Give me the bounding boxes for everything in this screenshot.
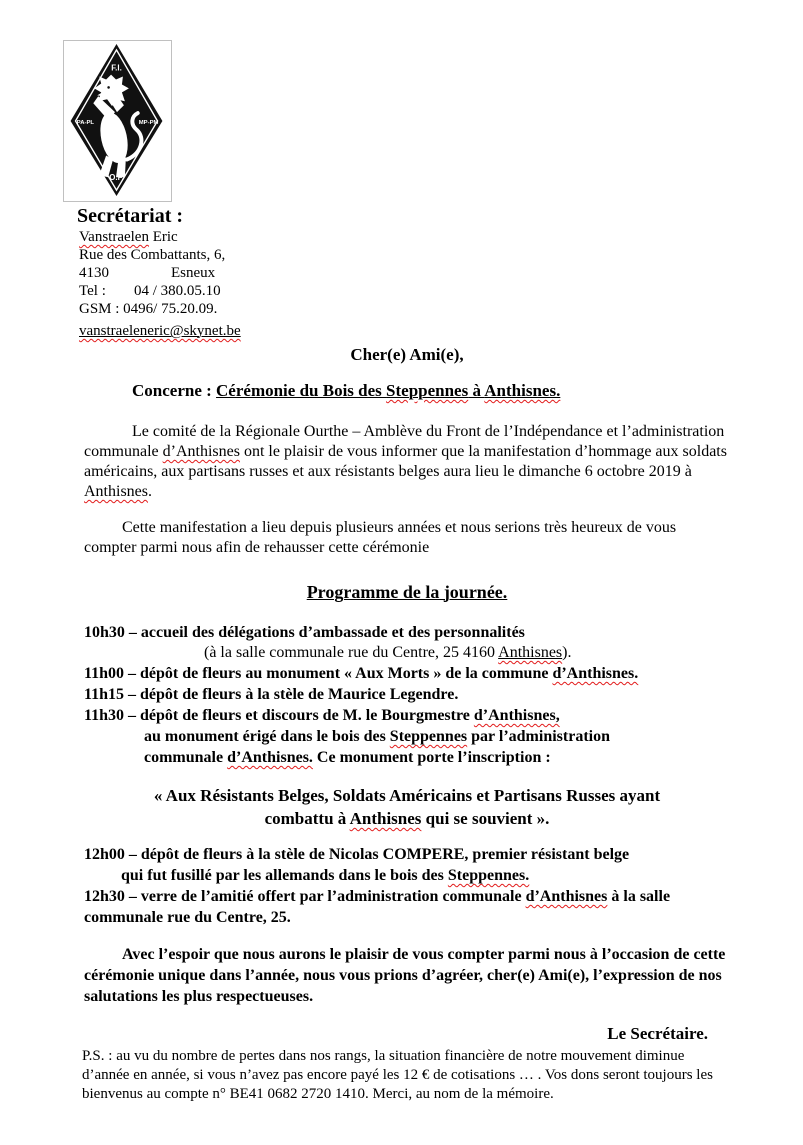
postscript: P.S. : au vu du nombre de pertes dans nos rangs, la situation financière de notre mouvement diminue d’année en année, si vous n’avez pas encore payé les 12 € de cotisations … . Vos dons seront toujours les bienvenus au compte n° BE41 0682 2720 1410. Merci, au nom de la mémoire. — [82, 1048, 713, 1102]
programme-title-text: Programme de la journée. — [306, 582, 508, 602]
monument-inscription-quote — [84, 784, 730, 830]
second-paragraph: Cette manifestation a lieu depuis plusieurs années et nous serions très heureux de vous compter parmi nous afin de rehausser cette cérémonie — [84, 519, 677, 556]
contact-gsm-line: GSM : 0496/ 75.20.09. — [79, 301, 218, 317]
programme-item-12h00-line2 — [121, 865, 730, 886]
contact-tel-line — [79, 282, 730, 300]
text-segment: d’Anthisnes. — [227, 749, 313, 766]
tel-value: 04 / 380.05.10 — [134, 283, 221, 299]
text-segment: 12h30 – verre de l’amitié offert par l’administration communale — [84, 888, 526, 905]
contact-name-first: Eric — [148, 229, 178, 245]
secretariat-contact-block — [79, 228, 730, 340]
text-segment — [498, 644, 562, 661]
secretariat-heading: Secrétariat : — [77, 205, 184, 227]
text-segment: Steppennes. — [447, 867, 530, 884]
text-segment: 11h30 – dépôt de fleurs et discours de M. le Bourgmestre — [84, 707, 474, 724]
closing-paragraph: Avec l’espoir que nous aurons le plaisir de vous compter parmi nous à l’occasion de cette cérémonie unique dans l’année, nous vous prions d’agréer, cher(e) Ami(e), l’expression de nos salutations les plus respectueuses. — [84, 946, 726, 1005]
salutation: Cher(e) Ami(e), — [350, 345, 464, 364]
logo-label-right: MP-PM — [138, 119, 159, 126]
programme-item-11h00 — [84, 663, 730, 684]
programme-list-2 — [84, 844, 730, 928]
text-segment: Steppennes — [386, 381, 469, 400]
intro-paragraph — [84, 422, 730, 502]
text-segment: « Aux Résistants Belges, Soldats Américains et Partisans Russes ayant combattu à — [153, 786, 661, 828]
contact-city-line — [79, 264, 730, 282]
contact-email-line — [79, 322, 730, 340]
logo-label-left: PA-PL — [76, 119, 95, 126]
text-segment: Cérémonie du Bois des — [216, 381, 387, 400]
programme-item-11h30-line2 — [144, 726, 730, 747]
text-segment: Anthisnes. — [484, 381, 561, 400]
text-segment: ont le plaisir de vous informer que la manifestation d’hommage aux soldats américains, aux partisans russes et aux résistants belges aura lieu le dimanche 6 octobre 2019 à — [84, 443, 727, 480]
text-segment: d’Anthisnes. — [552, 665, 639, 682]
text-segment: (à la salle communale rue du Centre, 25 4160 — [204, 644, 499, 661]
email-link[interactable] — [79, 323, 241, 339]
programme-item-10h30: 10h30 – accueil des délégations d’ambassade et des personnalités — [84, 624, 525, 641]
tel-label: Tel : — [79, 283, 106, 299]
text-segment: d’Anthisnes — [162, 443, 240, 460]
text-segment: Anthisnes — [498, 644, 563, 661]
text-segment: qui fut fusillé par les allemands dans le bois des — [121, 867, 448, 884]
concerne-line — [132, 380, 730, 402]
text-segment: d’Anthisnes, — [473, 707, 560, 724]
text-segment: Anthisnes — [84, 483, 148, 500]
contact-name — [79, 228, 730, 246]
contact-street: Rue des Combattants, 6, — [79, 247, 226, 263]
text-segment: ). — [562, 644, 572, 661]
programme-item-11h30 — [84, 705, 730, 726]
concerne-label: Concerne : — [132, 381, 217, 400]
text-segment: par l’administration — [467, 728, 610, 745]
contact-postal: 4130 — [79, 265, 109, 281]
fi-logo — [63, 40, 172, 202]
contact-name-surname: Vanstraelen — [79, 229, 149, 245]
text-segment: à — [468, 381, 485, 400]
fi-diamond-emblem — [64, 41, 169, 199]
email-text: vanstraeleneric@skynet.be — [79, 323, 241, 339]
text-segment: Le comité de la Régionale Ourthe – Amblève du Front de l’Indépendance et l’administration communale — [84, 423, 725, 460]
signature: Le Secrétaire. — [607, 1024, 708, 1043]
programme-item-11h15: 11h15 – dépôt de fleurs à la stèle de Maurice Legendre. — [84, 686, 459, 703]
text-segment: d’Anthisnes — [525, 888, 608, 905]
programme-item-10h30-detail — [204, 643, 730, 663]
text-segment: Ce monument porte l’inscription : — [312, 749, 551, 766]
programme-item-12h00: 12h00 – dépôt de fleurs à la stèle de Nicolas COMPERE, premier résistant belge — [84, 846, 630, 863]
contact-city: Esneux — [171, 265, 216, 281]
text-segment: 11h00 – dépôt de fleurs au monument « Aux Morts » de la commune — [84, 665, 553, 682]
programme-item-11h30-line3 — [144, 747, 730, 768]
text-segment: au monument érigé dans le bois des — [144, 728, 390, 745]
text-segment: Anthisnes — [349, 809, 422, 828]
text-segment: qui se souvient ». — [421, 809, 550, 828]
text-segment: Steppennes — [389, 728, 468, 745]
text-segment: communale — [144, 749, 228, 766]
text-segment: . — [148, 483, 152, 500]
concerne-subject — [216, 381, 560, 400]
letter-body — [63, 344, 730, 1104]
programme-item-12h30 — [84, 886, 730, 928]
programme-list — [84, 622, 730, 768]
text-segment: à la salle communale rue du Centre, 25. — [84, 888, 671, 926]
logo-label-bottom: O.F. — [109, 173, 124, 183]
logo-label-top: F.I. — [111, 63, 122, 73]
programme-title — [84, 580, 730, 604]
